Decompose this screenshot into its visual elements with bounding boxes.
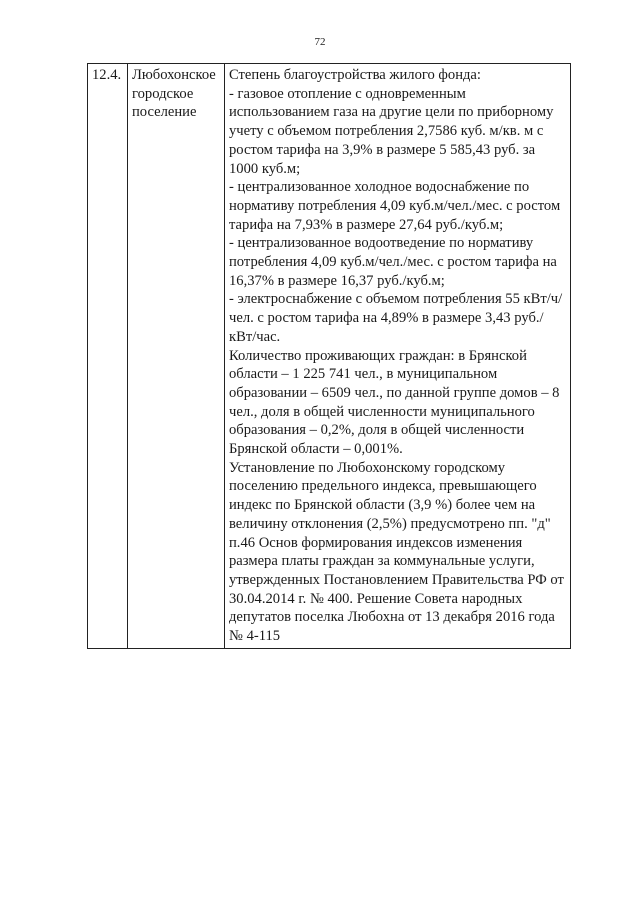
description-cell: [225, 64, 571, 649]
indices-table: [87, 63, 571, 649]
settlement-name-cell: [128, 64, 225, 649]
row-number: 12.4.: [92, 67, 122, 83]
row-number-cell: [88, 64, 128, 649]
page-number: 72: [314, 36, 326, 48]
settlement-name-line: городское: [132, 85, 194, 102]
electricity-item: - электроснабжение с объемом потребления 55 кВт/ч/чел. с ростом тарифа на 4,89% в размере 3,43 руб./кВт/час.: [229, 291, 563, 345]
wastewater-item: - централизованное водоотведение по нормативу потребления 4,09 куб.м/чел./мес. с ростом тарифа на 16,37% в размере 16,37 руб./куб.м;: [229, 235, 557, 289]
settlement-name-line: поселение: [132, 104, 197, 121]
housing-improvement-heading: Степень благоустройства жилого фонда:: [229, 67, 481, 83]
population-paragraph: Количество проживающих граждан: в Брянской области – 1 225 741 чел., в муниципальном образовании – 6509 чел., по данной группе домов – 8 чел., доля в общей численности муниципального образования – 0,2%, доля в общей численности Брянской области – 0,001%.: [229, 347, 560, 458]
settlement-name-line: Любохонское: [132, 67, 216, 83]
table-row: [88, 64, 571, 649]
cold-water-item: - централизованное холодное водоснабжение по нормативу потребления 4,09 куб.м/чел./мес. с ростом тарифа на 7,93% в размере 27,64 руб./куб.м;: [229, 179, 561, 233]
gas-heating-item: - газовое отопление с одновременным использованием газа на другие цели по приборному учету с объемом потребления 2,7586 куб. м/кв. м с ростом тарифа на 3,9% в размере 5 585,43 руб. за 1000 куб.м;: [229, 85, 554, 177]
index-justification-paragraph: Установление по Любохонскому городскому поселению предельного индекса, превышающего индекс по Брянской области (3,9 %) более чем на величину отклонения (2,5%) предусмотрено пп. "д" п.46 Основ формирования индексов изменения размера платы граждан за коммунальные услуги, утвержденных Постановлением Правительства РФ от 30.04.2014 г. № 400. Решение Совета народных депутатов поселка Любохна от 13 декабря 2016 года № 4-115: [229, 459, 564, 645]
